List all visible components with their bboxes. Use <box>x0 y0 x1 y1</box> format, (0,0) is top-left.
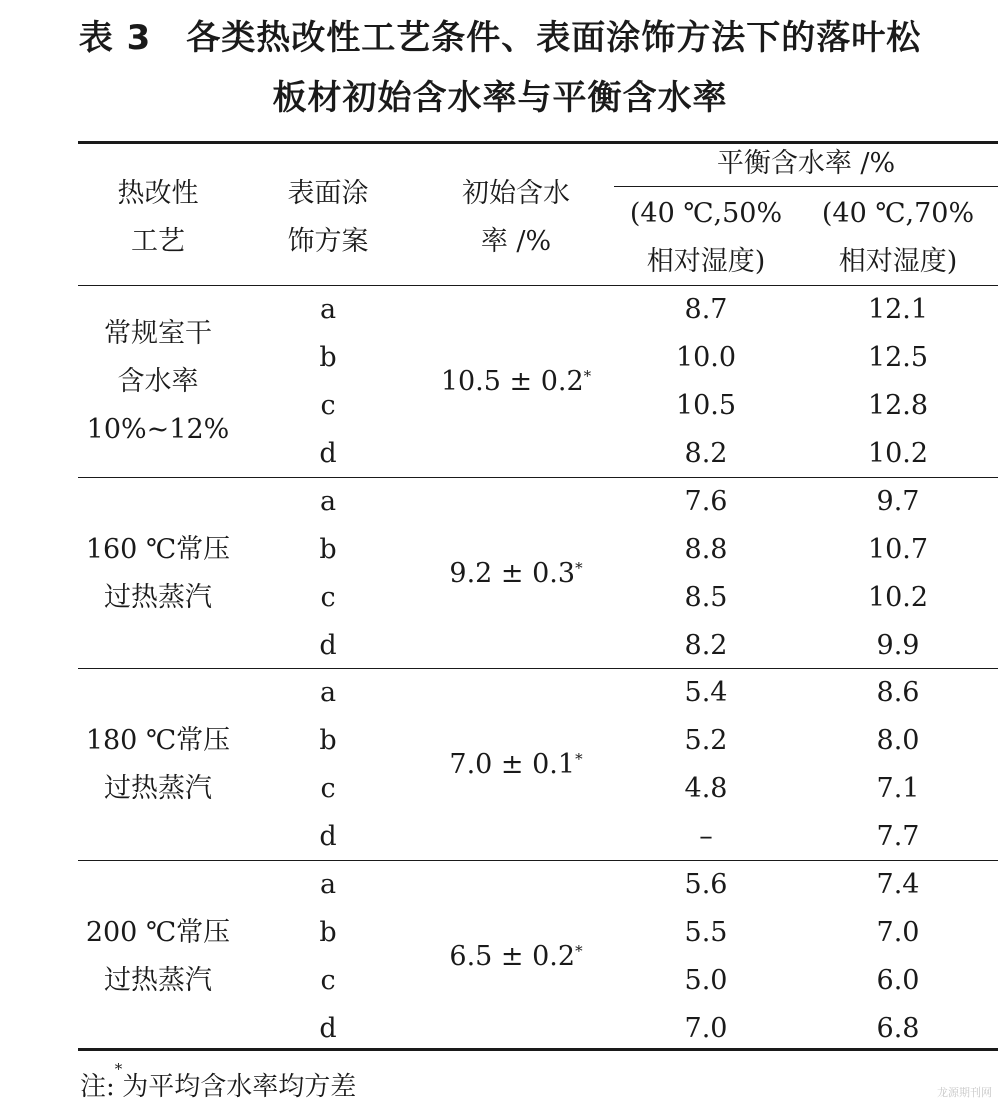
emc-50-cell: – <box>699 821 713 852</box>
coating-cell: d <box>319 630 337 661</box>
emc-70-cell: 7.1 <box>876 773 920 804</box>
table-note <box>80 1060 357 1103</box>
emc-70-cell: 12.5 <box>867 342 929 373</box>
emc-50-cell: 4.8 <box>684 773 728 804</box>
emc-50-cell: 8.5 <box>684 582 728 613</box>
emc-70-cell: 7.0 <box>876 917 920 948</box>
emc-50-cell: 10.0 <box>675 342 737 373</box>
emc-70-cell: 9.7 <box>876 486 920 517</box>
note-text: 为平均含水率均方差 <box>122 1072 357 1102</box>
coating-cell: b <box>319 342 337 373</box>
initial-mc-value: 9.2 ± 0.3 <box>449 558 576 589</box>
table-title-line-2: 板材初始含水率与平衡含水率 <box>272 78 728 118</box>
emc-50-cell: 7.0 <box>684 1013 728 1044</box>
coating-cell: c <box>320 965 336 996</box>
initial-mc-mark: * <box>583 367 592 385</box>
initial-mc-mark: * <box>575 559 583 577</box>
emc-50-cell: 7.6 <box>684 486 728 517</box>
emc-50-cell: 5.5 <box>684 917 728 948</box>
coating-cell: a <box>319 486 337 517</box>
header-coating: 表面涂 饰方案 <box>287 178 369 257</box>
initial-mc-cell <box>418 358 614 406</box>
emc-70-cell: 6.8 <box>876 1013 920 1044</box>
table-title-line-1: 表 3 各类热改性工艺条件、表面涂饰方法下的落叶松 <box>78 18 922 58</box>
process-cell: 160 ℃常压 过热蒸汽 <box>85 534 231 613</box>
emc-50-cell: 10.5 <box>675 390 737 421</box>
emc-50-cell: 8.7 <box>684 294 728 325</box>
initial-mc-mark: * <box>575 750 583 768</box>
emc-70-cell: 10.7 <box>867 534 929 565</box>
emc-50-cell: 8.2 <box>684 438 728 469</box>
emc-70-cell: 10.2 <box>867 582 929 613</box>
coating-cell: a <box>319 677 337 708</box>
emc-50-cell: 5.0 <box>684 965 728 996</box>
initial-mc-cell <box>418 741 614 789</box>
header-process: 热改性 工艺 <box>117 178 199 257</box>
coating-cell: d <box>319 438 337 469</box>
emc-70-cell: 8.6 <box>876 677 920 708</box>
coating-cell: b <box>319 725 337 756</box>
emc-70-cell: 7.4 <box>876 869 920 900</box>
coating-cell: a <box>319 294 337 325</box>
header-emc: 平衡含水率 /% <box>716 148 896 179</box>
process-cell: 200 ℃常压 过热蒸汽 <box>85 917 231 996</box>
coating-cell: d <box>319 821 337 852</box>
emc-50-cell: 8.2 <box>684 630 728 661</box>
coating-cell: c <box>320 390 336 421</box>
emc-50-cell: 5.6 <box>684 869 728 900</box>
emc-50-cell: 5.4 <box>684 677 728 708</box>
coating-cell: b <box>319 534 337 565</box>
process-cell: 180 ℃常压 过热蒸汽 <box>85 725 231 804</box>
emc-50-cell: 8.8 <box>684 534 728 565</box>
emc-50-cell: 5.2 <box>684 725 728 756</box>
emc-70-cell: 6.0 <box>876 965 920 996</box>
note-prefix: 注: <box>80 1072 115 1102</box>
coating-cell: d <box>319 1013 337 1044</box>
emc-70-cell: 7.7 <box>876 821 920 852</box>
emc-70-cell: 12.8 <box>867 390 929 421</box>
header-emc-70: (40 ℃,70% 相对湿度) <box>821 198 975 277</box>
coating-cell: c <box>320 582 336 613</box>
initial-mc-value: 10.5 ± 0.2 <box>440 366 584 397</box>
header-initial-mc: 初始含水 率 /% <box>462 178 570 257</box>
initial-mc-cell <box>418 933 614 981</box>
initial-mc-mark: * <box>575 942 583 960</box>
emc-70-cell: 8.0 <box>876 725 920 756</box>
process-cell: 常规室干 含水率 10%~12% <box>86 318 230 445</box>
emc-70-cell: 9.9 <box>876 630 920 661</box>
emc-70-cell: 12.1 <box>867 294 929 325</box>
emc-70-cell: 10.2 <box>867 438 929 469</box>
coating-cell: b <box>319 917 337 948</box>
initial-mc-cell <box>418 550 614 598</box>
coating-cell: c <box>320 773 336 804</box>
header-emc-50: (40 ℃,50% 相对湿度) <box>629 198 783 277</box>
initial-mc-value: 7.0 ± 0.1 <box>449 749 576 780</box>
watermark: 龙源期刊网 <box>937 1086 992 1099</box>
note-mark: * <box>114 1060 123 1078</box>
coating-cell: a <box>319 869 337 900</box>
initial-mc-value: 6.5 ± 0.2 <box>449 941 576 972</box>
